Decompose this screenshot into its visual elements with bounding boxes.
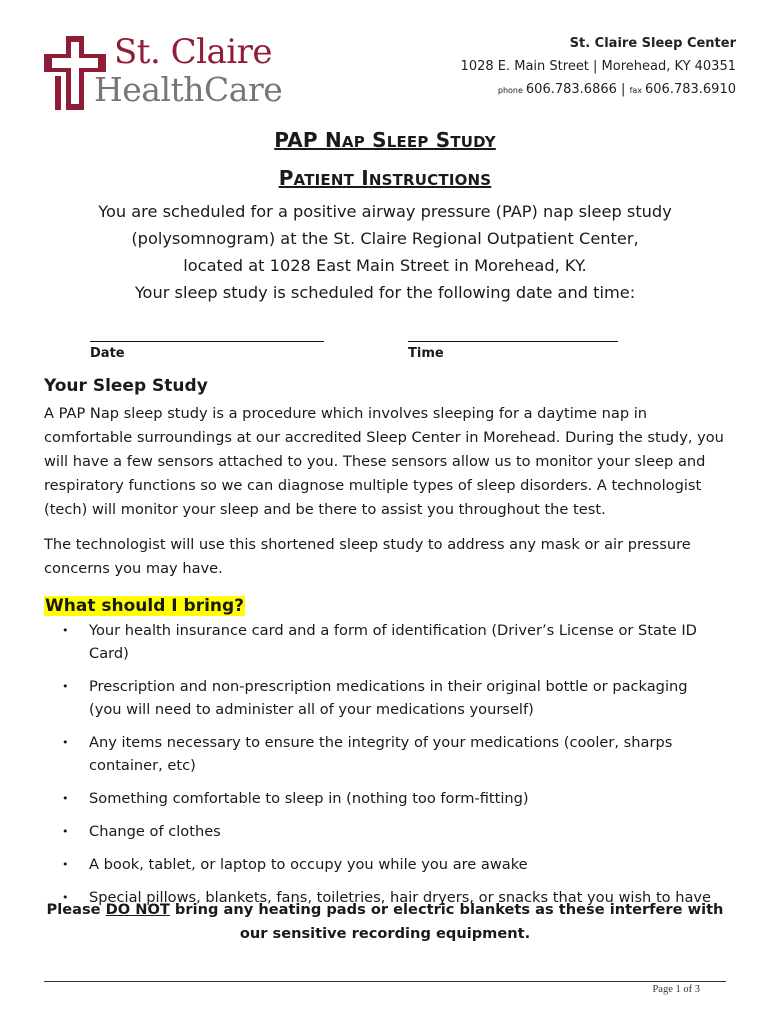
org-name: St. Claire Sleep Center xyxy=(569,36,736,51)
title-part: S xyxy=(364,128,387,152)
bring-list xyxy=(62,619,722,919)
bullet-icon: • xyxy=(62,792,69,805)
date-label: Date xyxy=(90,346,125,361)
warning-emphasis: DO NOT xyxy=(105,901,170,918)
list-item-text: Special pillows, blankets, fans, toiletries, hair dryers, or snacks that you wish to have xyxy=(89,889,712,906)
subtitle-part: ATIENT xyxy=(293,171,355,189)
fax-number: 606.783.6910 xyxy=(645,82,736,97)
title-part: LEEP xyxy=(386,133,429,151)
list-item xyxy=(62,675,722,721)
list-item-text: Any items necessary to ensure the integrity of your medications (cooler, sharps container, etc) xyxy=(89,734,673,774)
sleep-study-heading: Your Sleep Study xyxy=(44,376,208,396)
logo-name-line1: St. Claire xyxy=(114,32,272,72)
sleep-study-paragraph-2: The technologist will use this shortened sleep study to address any mask or air pressure concerns you may have. xyxy=(44,536,691,577)
list-item xyxy=(62,820,722,843)
org-address: 1028 E. Main Street | Morehead, KY 40351 xyxy=(460,59,736,74)
phone-fax-line xyxy=(461,78,736,102)
bring-heading: What should I bring? xyxy=(45,596,245,616)
bullet-icon: • xyxy=(62,891,69,904)
sleep-study-paragraph-1: A PAP Nap sleep study is a procedure which involves sleeping for a daytime nap in comfortable surroundings at our accredited Sleep Center in Morehead. During the study, you will have a few sensors attached to you. These sensors allow us to monitor your sleep and respiratory functions so we can diagnose multiple types of sleep disorders. A technologist (tech) will monitor your sleep and be there to assist you throughout the test. xyxy=(44,405,724,518)
title-part: PAP N xyxy=(274,128,342,152)
title-part: S xyxy=(428,128,451,152)
warning-note xyxy=(40,898,730,946)
warning-pre: Please xyxy=(46,901,106,918)
date-blank[interactable] xyxy=(90,341,324,342)
subtitle-part: P xyxy=(278,166,294,190)
list-item-text: Prescription and non-prescription medications in their original bottle or packaging (you will need to administer all of your medications yourself) xyxy=(89,678,688,718)
list-item xyxy=(62,787,722,810)
document-title xyxy=(0,128,770,152)
list-item-text: Change of clothes xyxy=(89,823,221,840)
warning-post: bring any heating pads or electric blankets as these interfere with our sensitive recording equipment. xyxy=(169,901,724,942)
document-subtitle xyxy=(0,166,770,190)
header-contact xyxy=(461,32,736,102)
footer-divider xyxy=(44,981,726,982)
intro-line: You are scheduled for a positive airway pressure (PAP) nap sleep study xyxy=(98,202,672,221)
title-part: TUDY xyxy=(450,133,496,151)
list-item-text: Something comfortable to sleep in (nothing too form-fitting) xyxy=(89,790,529,807)
list-item-text: Your health insurance card and a form of identification (Driver’s License or State ID Card) xyxy=(89,622,697,662)
bullet-icon: • xyxy=(62,858,69,871)
list-item xyxy=(62,731,722,777)
list-item-text: A book, tablet, or laptop to occupy you while you are awake xyxy=(89,856,528,873)
intro-line: located at 1028 East Main Street in Morehead, KY. xyxy=(183,256,587,275)
time-blank[interactable] xyxy=(408,341,618,342)
title-part: AP xyxy=(341,133,365,151)
bullet-icon: • xyxy=(62,680,69,693)
intro-text xyxy=(40,198,730,306)
list-item xyxy=(62,853,722,876)
bullet-icon: • xyxy=(62,736,69,749)
page-number: Page 1 of 3 xyxy=(652,984,700,995)
list-item xyxy=(62,619,722,665)
phone-number: 606.783.6866 xyxy=(525,82,617,97)
logo xyxy=(44,32,294,112)
intro-line: Your sleep study is scheduled for the following date and time: xyxy=(134,283,636,302)
subtitle-part: NSTRUCTIONS xyxy=(368,171,492,189)
logo-name-line2: HealthCare xyxy=(94,70,283,109)
intro-line: (polysomnogram) at the St. Claire Regional Outpatient Center, xyxy=(131,229,639,248)
phone-label: phone xyxy=(497,86,523,95)
subtitle-part: I xyxy=(354,166,369,190)
fax-label: fax xyxy=(629,86,643,95)
separator: | xyxy=(621,82,626,97)
bullet-icon: • xyxy=(62,825,69,838)
time-label: Time xyxy=(408,346,444,361)
bullet-icon: • xyxy=(62,624,69,637)
